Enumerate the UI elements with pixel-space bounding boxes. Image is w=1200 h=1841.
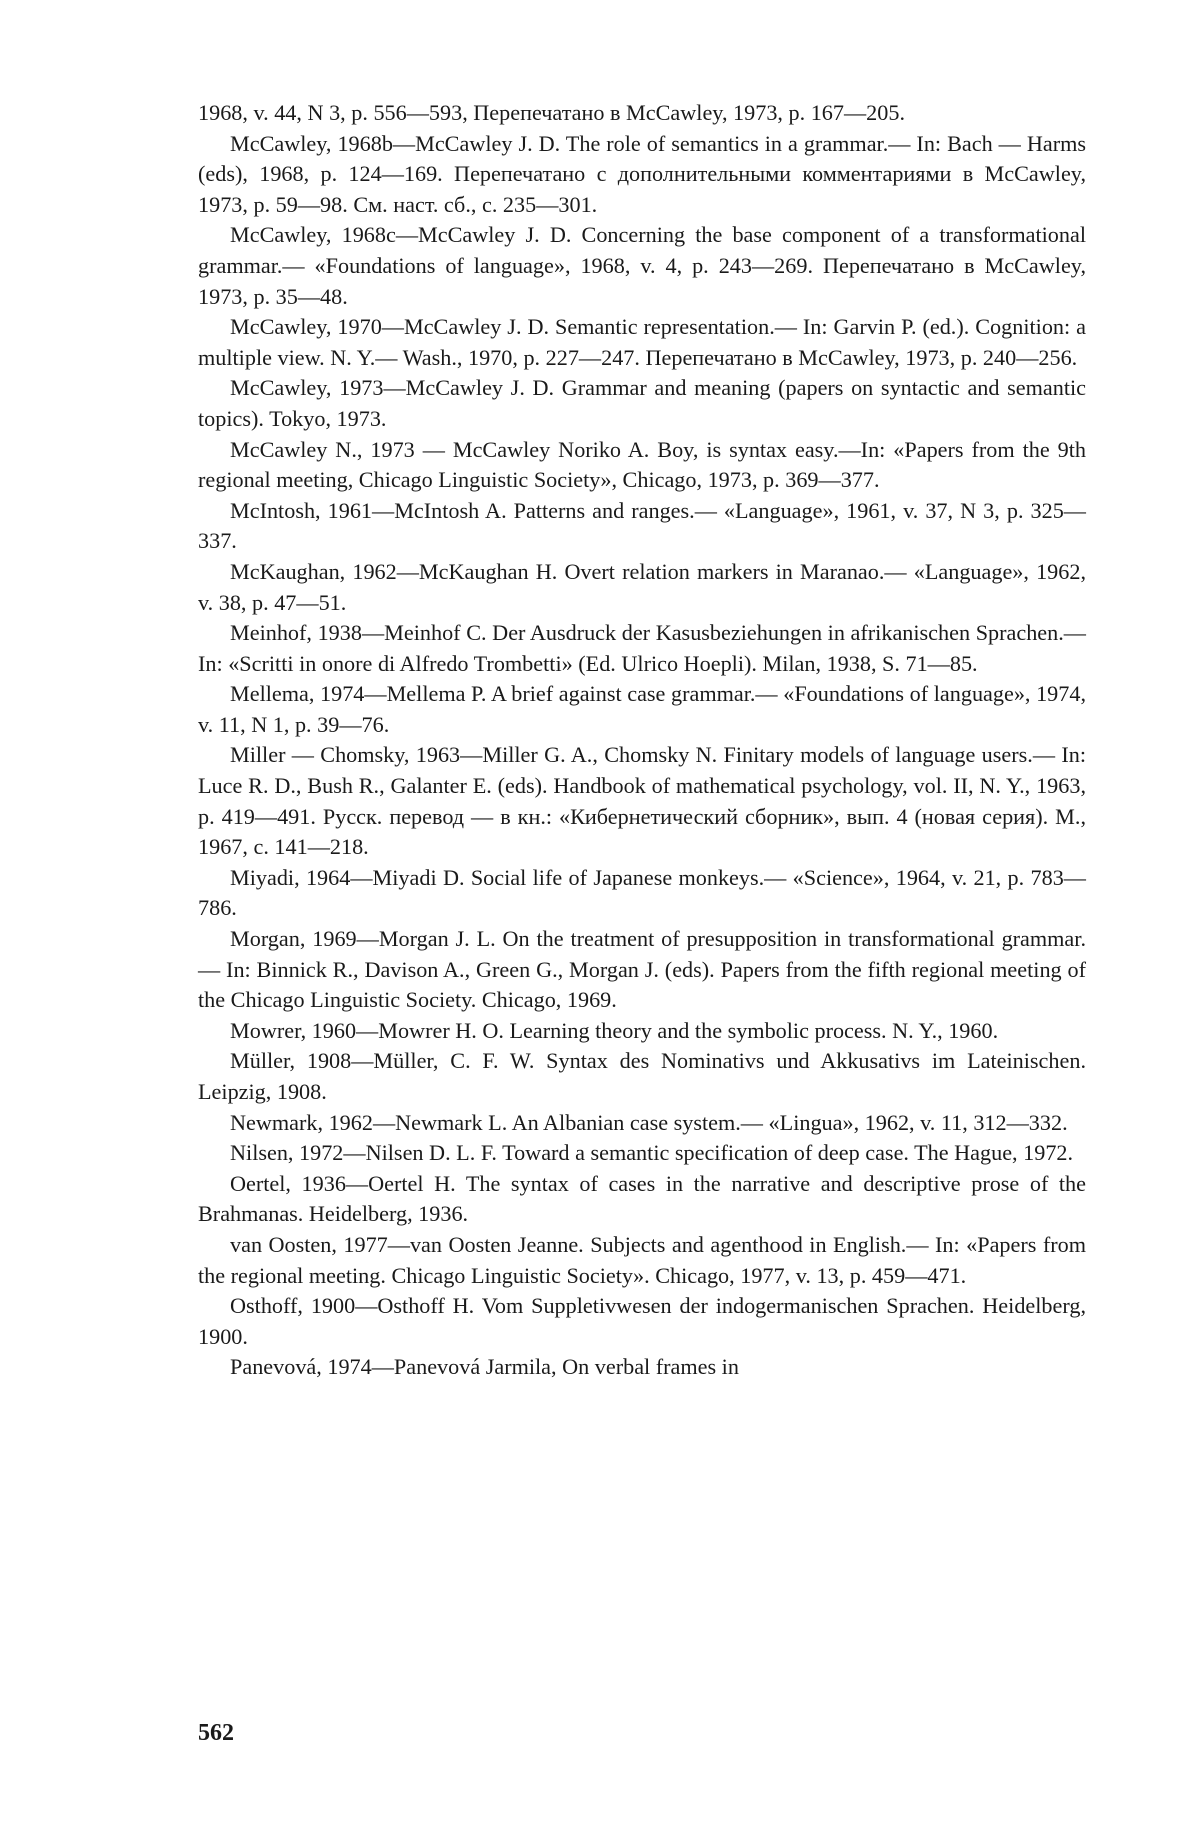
bibliography-entry: McCawley, 1968b—McCawley J. D. The role of semantics in a grammar.— In: Bach — Harms (eds), 1968, p. 124—169. Перепечатано с дополнительными комментариями в McCawley, 1973, p. 59—98. См. наст. сб., с. 235—301. xyxy=(198,130,1086,217)
bibliography-list xyxy=(198,98,1086,1383)
bibliography-entry: McCawley, 1968c—McCawley J. D. Concerning the base component of a transformational grammar.— «Foundations of language», 1968, v. 4, p. 243—269. Перепечатано в McCawley, 1973, p. 35—48. xyxy=(198,222,1086,309)
bibliography-entry: Mowrer, 1960—Mowrer H. O. Learning theory and the symbolic process. N. Y., 1960. xyxy=(230,1017,999,1043)
bibliography-entry: Panevová, 1974—Panevová Jarmila, On verbal frames in xyxy=(230,1354,739,1380)
bibliography-entry: McCawley N., 1973 — McCawley Noriko A. Boy, is syntax easy.—In: «Papers from the 9th regional meeting, Chicago Linguistic Society», Chicago, 1973, p. 369—377. xyxy=(198,436,1086,493)
bibliography-entry: 1968, v. 44, N 3, p. 556—593, Перепечатано в McCawley, 1973, p. 167—205. xyxy=(198,100,906,125)
bibliography-entry: Morgan, 1969—Morgan J. L. On the treatment of presupposition in transformational grammar.— In: Binnick R., Davison A., Green G., Morgan J. (eds). Papers from the fifth regional meeting of the Chicago Linguistic Society. Chicago, 1969. xyxy=(198,926,1086,1013)
bibliography-entry: Miyadi, 1964—Miyadi D. Social life of Japanese monkeys.— «Science», 1964, v. 21, p. 783—786. xyxy=(198,864,1086,921)
page-number: 562 xyxy=(198,1720,234,1746)
bibliography-entry: Meinhof, 1938—Meinhof C. Der Ausdruck der Kasusbeziehungen in afrikanischen Sprachen.— In: «Scritti in onore di Alfredo Trombetti» (Ed. Ulrico Hoepli). Milan, 1938, S. 71—85. xyxy=(198,620,1086,676)
bibliography-entry: McIntosh, 1961—McIntosh A. Patterns and ranges.— «Language», 1961, v. 37, N 3, p. 325—337. xyxy=(198,497,1086,554)
bibliography-entry: van Oosten, 1977—van Oosten Jeanne. Subjects and agenthood in English.— In: «Papers from the regional meeting. Chicago Linguistic Society». Chicago, 1977, v. 13, p. 459—471. xyxy=(198,1231,1086,1288)
bibliography-entry: Newmark, 1962—Newmark L. An Albanian case system.— «Lingua», 1962, v. 11, 312—332. xyxy=(230,1109,1068,1135)
bibliography-entry: Oertel, 1936—Oertel H. The syntax of cases in the narrative and descriptive prose of the Brahmanas. Heidelberg, 1936. xyxy=(198,1170,1086,1227)
bibliography-entry: Miller — Chomsky, 1963—Miller G. A., Chomsky N. Finitary models of language users.— In: Luce R. D., Bush R., Galanter E. (eds). Handbook of mathematical psychology, vol. II, N. Y., 1963, p. 419—491. Русск. перевод — в кн.: «Кибернетический сборник», вып. 4 (новая серия). М., 1967, с. 141—218. xyxy=(198,742,1086,860)
bibliography-entry: McCawley, 1970—McCawley J. D. Semantic representation.— In: Garvin P. (ed.). Cognition: a multiple view. N. Y.— Wash., 1970, p. 227—247. Перепечатано в McCawley, 1973, p. 240—256. xyxy=(198,314,1086,370)
bibliography-entry: Osthoff, 1900—Osthoff H. Vom Suppletivwesen der indogermanischen Sprachen. Heidelberg, 1900. xyxy=(198,1293,1086,1349)
bibliography-entry: Mellema, 1974—Mellema P. A brief against case grammar.— «Foundations of language», 1974, v. 11, N 1, p. 39—76. xyxy=(198,681,1086,737)
bibliography-entry: McCawley, 1973—McCawley J. D. Grammar and meaning (papers on syntactic and semantic topics). Tokyo, 1973. xyxy=(198,375,1086,431)
bibliography-entry: Nilsen, 1972—Nilsen D. L. F. Toward a semantic specification of deep case. The Hague, 1972. xyxy=(230,1140,1074,1166)
bibliography-entry: Müller, 1908—Müller, C. F. W. Syntax des Nominativs und Akkusativs im Lateinischen. Leipzig, 1908. xyxy=(198,1048,1086,1104)
bibliography-entry: McKaughan, 1962—McKaughan H. Overt relation markers in Maranao.— «Language», 1962, v. 38, p. 47—51. xyxy=(198,558,1086,615)
